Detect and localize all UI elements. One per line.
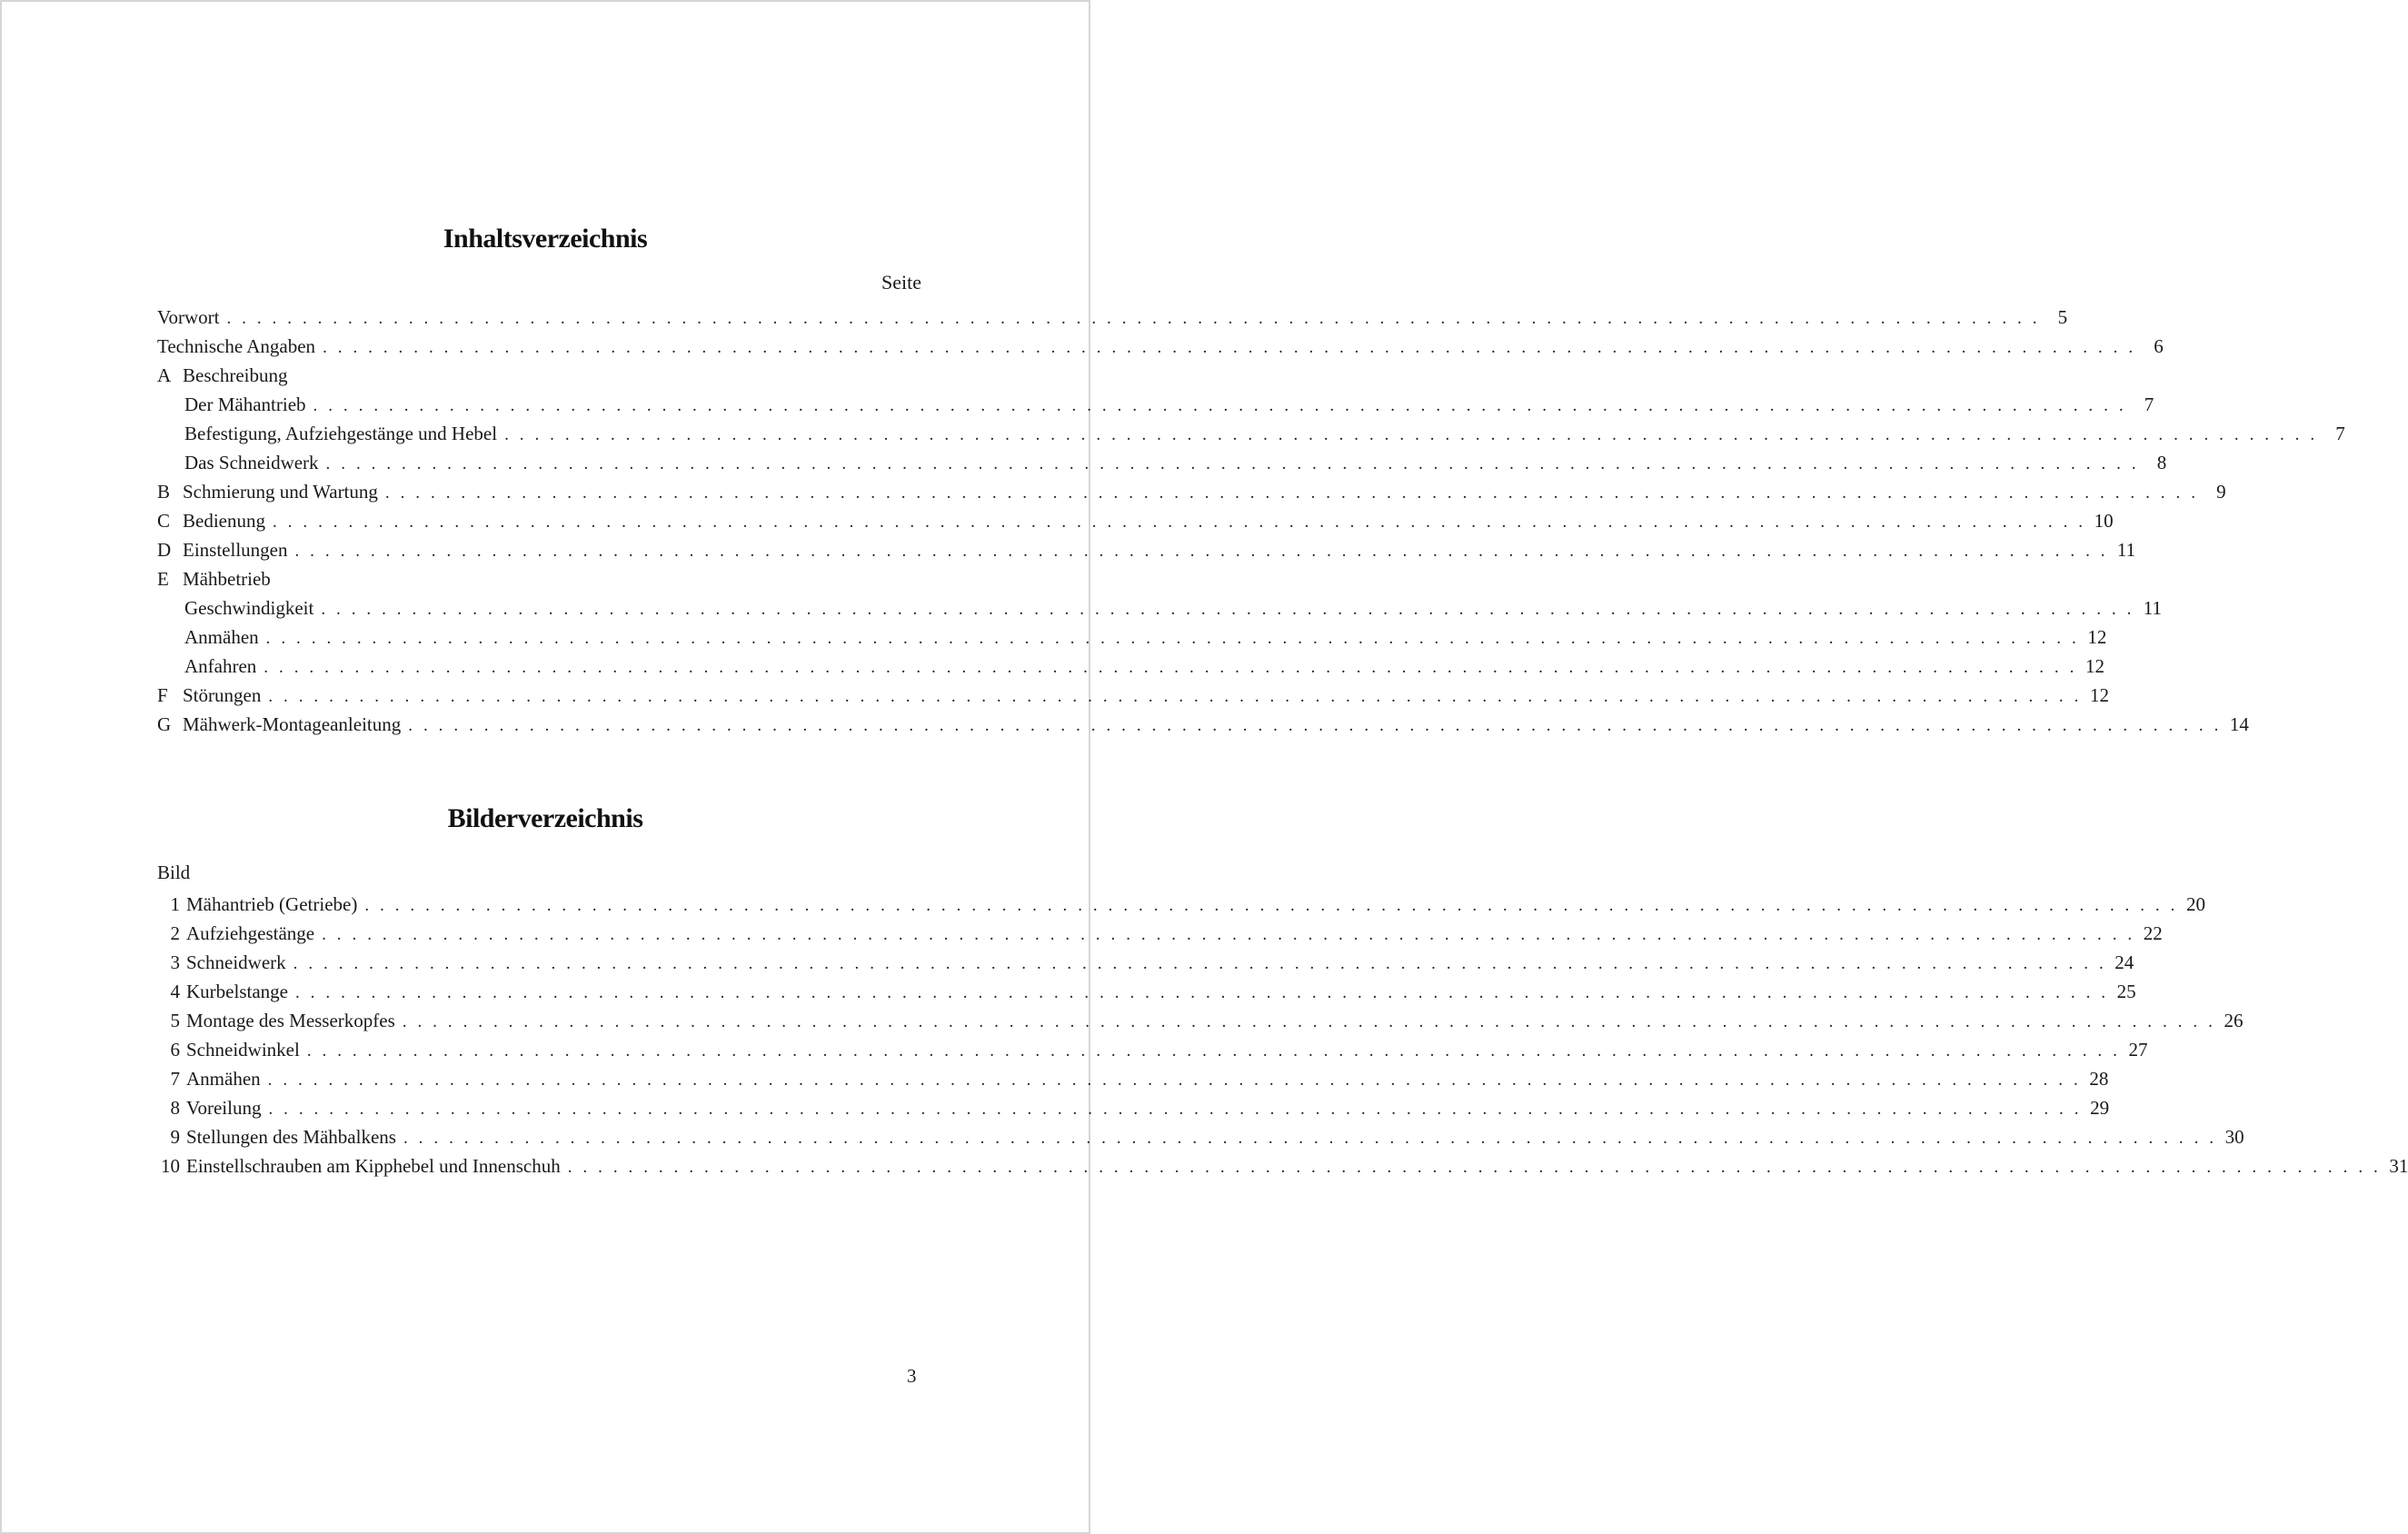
- entry-page-number: 10: [2094, 510, 2114, 532]
- figure-number: 4: [170, 981, 180, 1002]
- entry-page-number: 27: [2128, 1039, 2148, 1061]
- entry-label: Aufziehgestänge: [186, 922, 315, 944]
- entry-page-number: 25: [2116, 981, 2136, 1002]
- entry-page-number: 5: [2057, 306, 2068, 328]
- dot-leader: . . . . . . . . . . . . . . . . . . . . . . . . . . . . . . . . . . . . . . . . . . . . . . . . . . . . . . . . . . . . . . . . . . . . . . . . . . . . . . . . . . . . . . . . . . . . . . . . . . . . . . . . . . . . . . . . . . . . . . . .: [325, 454, 2140, 473]
- toc-entry: [157, 362, 922, 389]
- entry-label: Voreilung: [186, 1097, 262, 1119]
- entry-page-number: 9: [2216, 481, 2226, 503]
- entry-page-number: 28: [2089, 1068, 2109, 1090]
- entry-letter: C: [157, 510, 171, 532]
- dot-leader: . . . . . . . . . . . . . . . . . . . . . . . . . . . . . . . . . . . . . . . . . . . . . . . . . . . . . . . . . . . . . . . . . . . . . . . . . . . . . . . . . . . . . . . . . . . . . . . . . . . . . . . . . . . . . . . . . . . . . . . .: [267, 1071, 2082, 1090]
- entry-label: Schneidwerk: [186, 951, 286, 973]
- entry-letter: F: [157, 684, 168, 706]
- entry-label: Anmähen: [186, 1068, 261, 1090]
- entry-letter: A: [157, 364, 172, 386]
- figure-number: 10: [161, 1155, 180, 1177]
- dot-leader: . . . . . . . . . . . . . . . . . . . . . . . . . . . . . . . . . . . . . . . . . . . . . . . . . . . . . . . . . . . . . . . . . . . . . . . . . . . . . . . . . . . . . . . . . . . . . . . . . . . . . . . . . . . . . . . . . . . . . . . .: [567, 1158, 2382, 1177]
- entry-page-number: 12: [2089, 684, 2109, 706]
- dot-leader: . . . . . . . . . . . . . . . . . . . . . . . . . . . . . . . . . . . . . . . . . . . . . . . . . . . . . . . . . . . . . . . . . . . . . . . . . . . . . . . . . . . . . . . . . . . . . . . . . . . . . . . . . . . . . . . . . . . . . . . .: [306, 1041, 2121, 1061]
- entry-label: Stellungen des Mähbalkens: [186, 1126, 396, 1148]
- entry-label: Schmierung und Wartung: [183, 481, 378, 503]
- lof-entry: [157, 1065, 2109, 1092]
- toc-entry: [184, 594, 2162, 622]
- lof-entry: [157, 1152, 2408, 1180]
- entry-label: Geschwindigkeit: [184, 597, 314, 619]
- dot-leader: . . . . . . . . . . . . . . . . . . . . . . . . . . . . . . . . . . . . . . . . . . . . . . . . . . . . . . . . . . . . . . . . . . . . . . . . . . . . . . . . . . . . . . . . . . . . . . . . . . . . . . . . . . . . . . . . . . . . . . . .: [402, 1012, 2216, 1031]
- dot-leader: . . . . . . . . . . . . . . . . . . . . . . . . . . . . . . . . . . . . . . . . . . . . . . . . . . . . . . . . . . . . . . . . . . . . . . . . . . . . . . . . . . . . . . . . . . . . . . . . . . . . . . . . . . . . . . . . . . . . . . . .: [384, 483, 2199, 503]
- lof-entry: [157, 1094, 2110, 1121]
- toc-entry: [157, 478, 2226, 505]
- entry-label: Technische Angaben: [157, 335, 316, 357]
- dot-leader: . . . . . . . . . . . . . . . . . . . . . . . . . . . . . . . . . . . . . . . . . . . . . . . . . . . . . . . . . . . . . . . . . . . . . . . . . . . . . . . . . . . . . . . . . . . . . . . . . . . . . . . . . . . . . . . . . . . . . . . .: [323, 338, 2136, 357]
- figure-number: 6: [170, 1039, 180, 1061]
- entry-label: Vorwort: [157, 306, 220, 328]
- dot-leader: . . . . . . . . . . . . . . . . . . . . . . . . . . . . . . . . . . . . . . . . . . . . . . . . . . . . . . . . . . . . . . . . . . . . . . . . . . . . . . . . . . . . . . . . . . . . . . . . . . . . . . . . . . . . . . . . . . . . . . . .: [268, 687, 2082, 706]
- lof-entry: [157, 891, 2205, 918]
- toc-entry: [157, 711, 2249, 738]
- figure-number: 8: [170, 1097, 180, 1119]
- entry-page-number: 8: [2156, 452, 2167, 473]
- dot-leader: . . . . . . . . . . . . . . . . . . . . . . . . . . . . . . . . . . . . . . . . . . . . . . . . . . . . . . . . . . . . . . . . . . . . . . . . . . . . . . . . . . . . . . . . . . . . . . . . . . . . . . . . . . . . . . . . . . . . . . . .: [322, 925, 2135, 944]
- entry-label: Mähbetrieb: [183, 568, 271, 590]
- figure-number: 2: [170, 922, 180, 944]
- entry-label: Montage des Messerkopfes: [186, 1010, 395, 1031]
- toc-title: Inhaltsverzeichnis: [443, 224, 648, 254]
- entry-label: Kurbelstange: [186, 981, 288, 1002]
- dot-leader: . . . . . . . . . . . . . . . . . . . . . . . . . . . . . . . . . . . . . . . . . . . . . . . . . . . . . . . . . . . . . . . . . . . . . . . . . . . . . . . . . . . . . . . . . . . . . . . . . . . . . . . . . . . . . . . . . . . . . . . .: [268, 1100, 2083, 1119]
- entry-letter: B: [157, 481, 171, 503]
- toc-entry: [157, 536, 2136, 563]
- entry-label: Anmähen: [184, 626, 259, 648]
- figure-number: 7: [170, 1068, 180, 1090]
- entry-label: Schneidwinkel: [186, 1039, 300, 1061]
- dot-leader: . . . . . . . . . . . . . . . . . . . . . . . . . . . . . . . . . . . . . . . . . . . . . . . . . . . . . . . . . . . . . . . . . . . . . . . . . . . . . . . . . . . . . . . . . . . . . . . . . . . . . . . . . . . . . . . . . . . . . . . .: [403, 1129, 2217, 1148]
- dot-leader: . . . . . . . . . . . . . . . . . . . . . . . . . . . . . . . . . . . . . . . . . . . . . . . . . . . . . . . . . . . . . . . . . . . . . . . . . . . . . . . . . . . . . . . . . . . . . . . . . . . . . . . . . . . . . . . . . . . . . . . .: [265, 629, 2080, 648]
- entry-label: Bedienung: [183, 510, 265, 532]
- dot-leader: . . . . . . . . . . . . . . . . . . . . . . . . . . . . . . . . . . . . . . . . . . . . . . . . . . . . . . . . . . . . . . . . . . . . . . . . . . . . . . . . . . . . . . . . . . . . . . . . . . . . . . . . . . . . . . . . . . . . . . . .: [504, 425, 2318, 444]
- toc-entry: [184, 652, 2105, 680]
- entry-label: Anfahren: [184, 655, 257, 677]
- entry-label: Einstellschrauben am Kipphebel und Innenschuh: [186, 1155, 561, 1177]
- entry-page-number: 22: [2143, 922, 2163, 944]
- dot-leader: . . . . . . . . . . . . . . . . . . . . . . . . . . . . . . . . . . . . . . . . . . . . . . . . . . . . . . . . . . . . . . . . . . . . . . . . . . . . . . . . . . . . . . . . . . . . . . . . . . . . . . . . . . . . . . . . . . . . . . . .: [272, 513, 2086, 532]
- toc-entry: [184, 391, 2154, 418]
- lof-entry: [157, 920, 2163, 947]
- dot-leader: . . . . . . . . . . . . . . . . . . . . . . . . . . . . . . . . . . . . . . . . . . . . . . . . . . . . . . . . . . . . . . . . . . . . . . . . . . . . . . . . . . . . . . . . . . . . . . . . . . . . . . . . . . . . . . . . . . . . . . . .: [313, 396, 2127, 415]
- entry-page-number: 11: [2143, 597, 2162, 619]
- entry-page-number: 20: [2185, 893, 2205, 915]
- entry-page-number: 12: [2085, 655, 2105, 677]
- toc-entry: [184, 420, 2345, 447]
- entry-label: Einstellungen: [183, 539, 288, 561]
- dot-leader: . . . . . . . . . . . . . . . . . . . . . . . . . . . . . . . . . . . . . . . . . . . . . . . . . . . . . . . . . . . . . . . . . . . . . . . . . . . . . . . . . . . . . . . . . . . . . . . . . . . . . . . . . . . . . . . . . . . . . . . .: [321, 600, 2134, 619]
- toc-entry: [157, 565, 922, 593]
- entry-page-number: 24: [2114, 951, 2134, 973]
- entry-page-number: 7: [2335, 423, 2345, 444]
- figure-number: 5: [170, 1010, 180, 1031]
- entry-label: Beschreibung: [183, 364, 288, 386]
- dot-leader: . . . . . . . . . . . . . . . . . . . . . . . . . . . . . . . . . . . . . . . . . . . . . . . . . . . . . . . . . . . . . . . . . . . . . . . . . . . . . . . . . . . . . . . . . . . . . . . . . . . . . . . . . . . . . . . . . . . . . . . .: [408, 716, 2222, 735]
- toc-entry: [184, 623, 2107, 651]
- entry-page-number: 26: [2224, 1010, 2244, 1031]
- lof-entry: [157, 1036, 2148, 1063]
- dot-leader: . . . . . . . . . . . . . . . . . . . . . . . . . . . . . . . . . . . . . . . . . . . . . . . . . . . . . . . . . . . . . . . . . . . . . . . . . . . . . . . . . . . . . . . . . . . . . . . . . . . . . . . . . . . . . . . . . . . . . . . .: [294, 983, 2109, 1002]
- page-number: 3: [907, 1365, 917, 1387]
- entry-page-number: 6: [2154, 335, 2164, 357]
- dot-leader: . . . . . . . . . . . . . . . . . . . . . . . . . . . . . . . . . . . . . . . . . . . . . . . . . . . . . . . . . . . . . . . . . . . . . . . . . . . . . . . . . . . . . . . . . . . . . . . . . . . . . . . . . . . . . . . . . . . . . . . .: [293, 954, 2107, 973]
- figure-number: 3: [170, 951, 180, 973]
- figure-number: 1: [170, 893, 180, 915]
- lof-entry: [157, 978, 2136, 1005]
- lof-entry: [157, 949, 2134, 976]
- entry-page-number: 30: [2224, 1126, 2244, 1148]
- toc-entry: [157, 682, 2109, 709]
- dot-leader: . . . . . . . . . . . . . . . . . . . . . . . . . . . . . . . . . . . . . . . . . . . . . . . . . . . . . . . . . . . . . . . . . . . . . . . . . . . . . . . . . . . . . . . . . . . . . . . . . . . . . . . . . . . . . . . . . . . . . . . .: [264, 658, 2077, 677]
- entry-label: Störungen: [183, 684, 262, 706]
- entry-letter: G: [157, 713, 172, 735]
- figure-number: 9: [170, 1126, 180, 1148]
- entry-page-number: 12: [2087, 626, 2107, 648]
- toc-entry: [184, 449, 2167, 476]
- dot-leader: . . . . . . . . . . . . . . . . . . . . . . . . . . . . . . . . . . . . . . . . . . . . . . . . . . . . . . . . . . . . . . . . . . . . . . . . . . . . . . . . . . . . . . . . . . . . . . . . . . . . . . . . . . . . . . . . . . . . . . . .: [226, 309, 2041, 328]
- lof-entry: [157, 1007, 2244, 1034]
- lof-entry: [157, 1123, 2244, 1150]
- dot-leader: . . . . . . . . . . . . . . . . . . . . . . . . . . . . . . . . . . . . . . . . . . . . . . . . . . . . . . . . . . . . . . . . . . . . . . . . . . . . . . . . . . . . . . . . . . . . . . . . . . . . . . . . . . . . . . . . . . . . . . . .: [364, 896, 2178, 915]
- entry-label: Mähwerk-Montageanleitung: [183, 713, 402, 735]
- page-column-label: Seite: [881, 271, 921, 294]
- toc-entry: [157, 507, 2114, 534]
- toc-entry: [157, 333, 2164, 360]
- entry-page-number: 29: [2090, 1097, 2110, 1119]
- dot-leader: . . . . . . . . . . . . . . . . . . . . . . . . . . . . . . . . . . . . . . . . . . . . . . . . . . . . . . . . . . . . . . . . . . . . . . . . . . . . . . . . . . . . . . . . . . . . . . . . . . . . . . . . . . . . . . . . . . . . . . . .: [294, 542, 2109, 561]
- entry-page-number: 14: [2229, 713, 2249, 735]
- entry-letter: D: [157, 539, 172, 561]
- entry-label: Der Mähantrieb: [184, 393, 306, 415]
- entry-letter: E: [157, 568, 169, 590]
- entry-label: Befestigung, Aufziehgestänge und Hebel: [184, 423, 498, 444]
- entry-page-number: 11: [2116, 539, 2136, 561]
- toc-entry: [157, 304, 2068, 331]
- entry-label: Das Schneidwerk: [184, 452, 319, 473]
- entry-page-number: 7: [2144, 393, 2154, 415]
- entry-page-number: 31: [2389, 1155, 2408, 1177]
- figure-column-label: Bild: [157, 862, 191, 883]
- lof-title: Bilderverzeichnis: [447, 803, 643, 833]
- entry-label: Mähantrieb (Getriebe): [186, 893, 358, 915]
